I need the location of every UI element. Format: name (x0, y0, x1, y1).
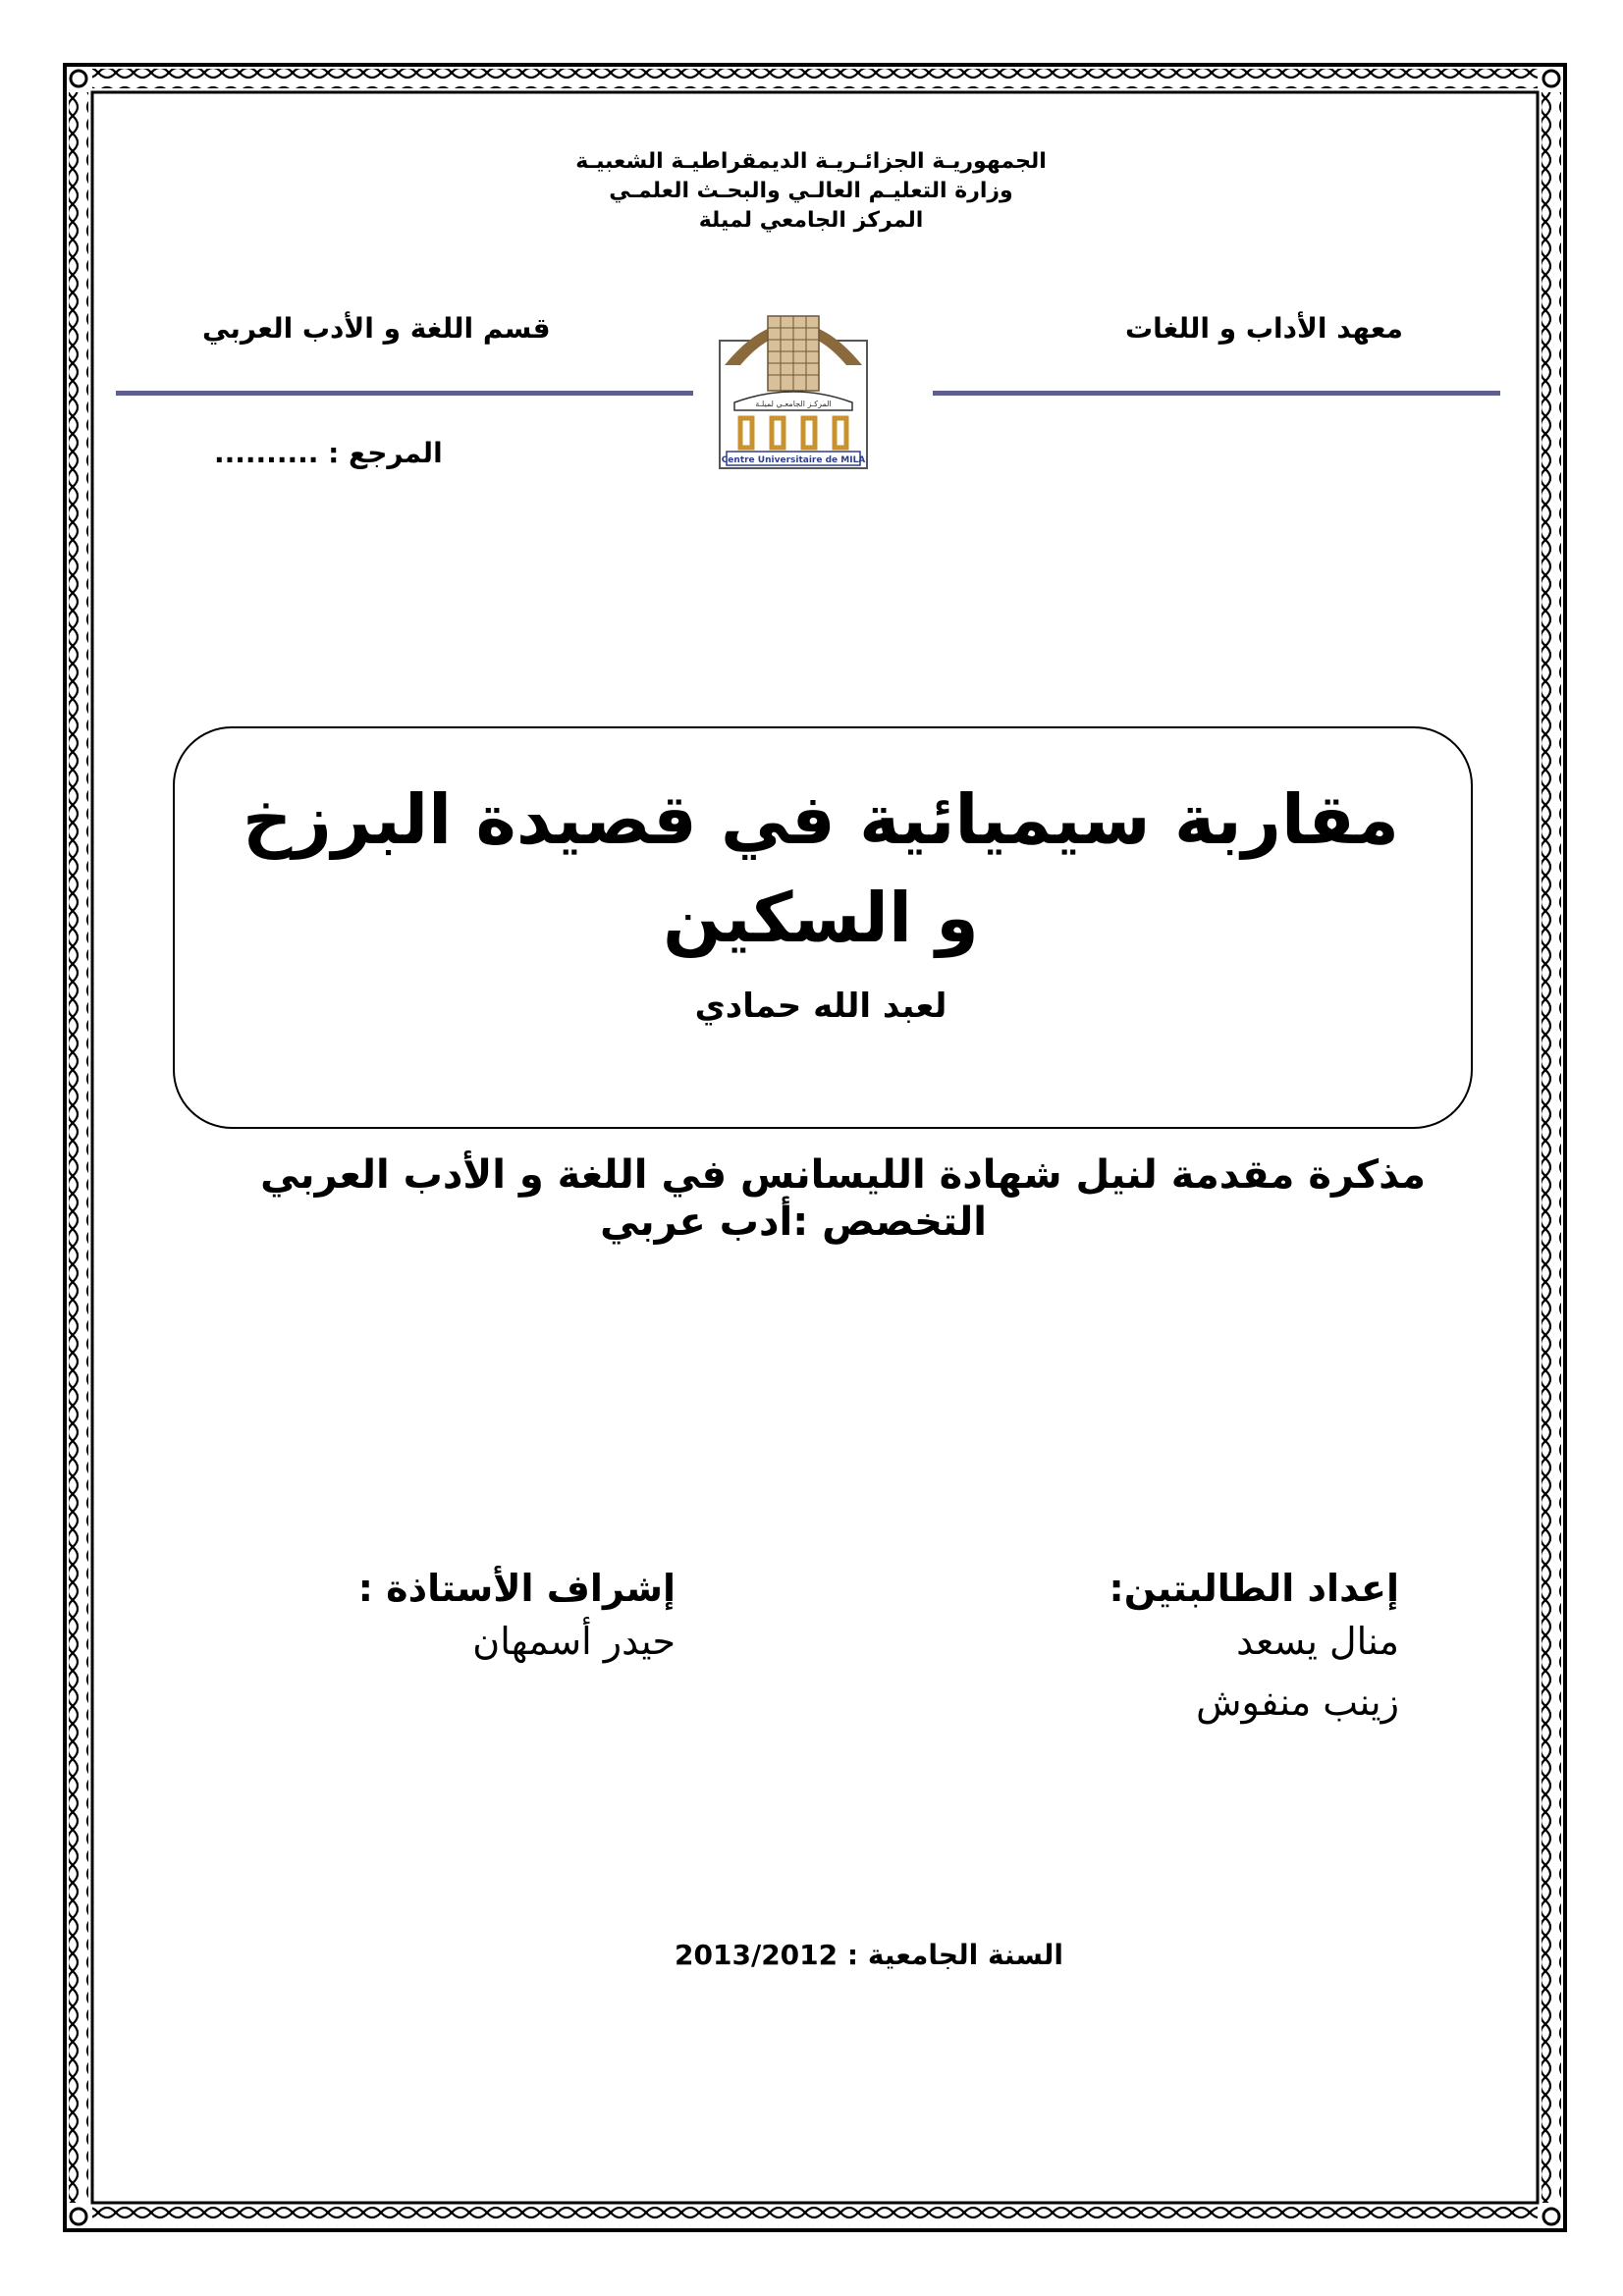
memo-specialty: التخصص :أدب عربي (600, 1200, 987, 1245)
header-block (418, 147, 1204, 236)
republic-name: الجمهوريـة الجزائـريـة الديمقراطيـة الشعبيـة (575, 149, 1047, 174)
supervisor-label: إشراف الأستاذة : (357, 1567, 676, 1610)
logo-arabic-caption: المركـز الجامعـي لميلـة (755, 400, 832, 408)
thesis-title-line2: و السكين (663, 878, 979, 958)
students-label: إعداد الطالبتين: (1109, 1567, 1399, 1610)
logo-caption: Centre Universitaire de MILA (721, 455, 866, 465)
university-name: المركز الجامعي لميلة (698, 208, 924, 233)
header-rule-right (933, 391, 1500, 396)
ministry-name: وزارة التعليـم العالـي والبحـث العلمـي (609, 179, 1013, 203)
academic-year: السنة الجامعية : 2013/2012 (675, 1939, 1063, 1971)
thesis-title-line1: مقاربة سيميائية في قصيدة البرزخ (243, 779, 1399, 860)
student-name-1: منال يسعد (1236, 1620, 1399, 1663)
department-name: قسم اللغة و الأدب العربي (202, 312, 551, 345)
thesis-title (173, 771, 1469, 967)
student-name-2: زينب منفوش (1196, 1681, 1399, 1724)
header-rule-left (116, 391, 693, 396)
supervisor-name: حيدر أسمهان (472, 1620, 676, 1663)
memo-purpose: مذكرة مقدمة لنيل شهادة الليسانس في اللغة و الأدب العربي (260, 1152, 1426, 1198)
institute-name: معهد الأداب و اللغات (1125, 312, 1403, 345)
university-logo (719, 287, 868, 469)
poem-author: لعبد الله حمادي (694, 987, 947, 1026)
reference-field: المرجع : .......... (214, 437, 443, 469)
